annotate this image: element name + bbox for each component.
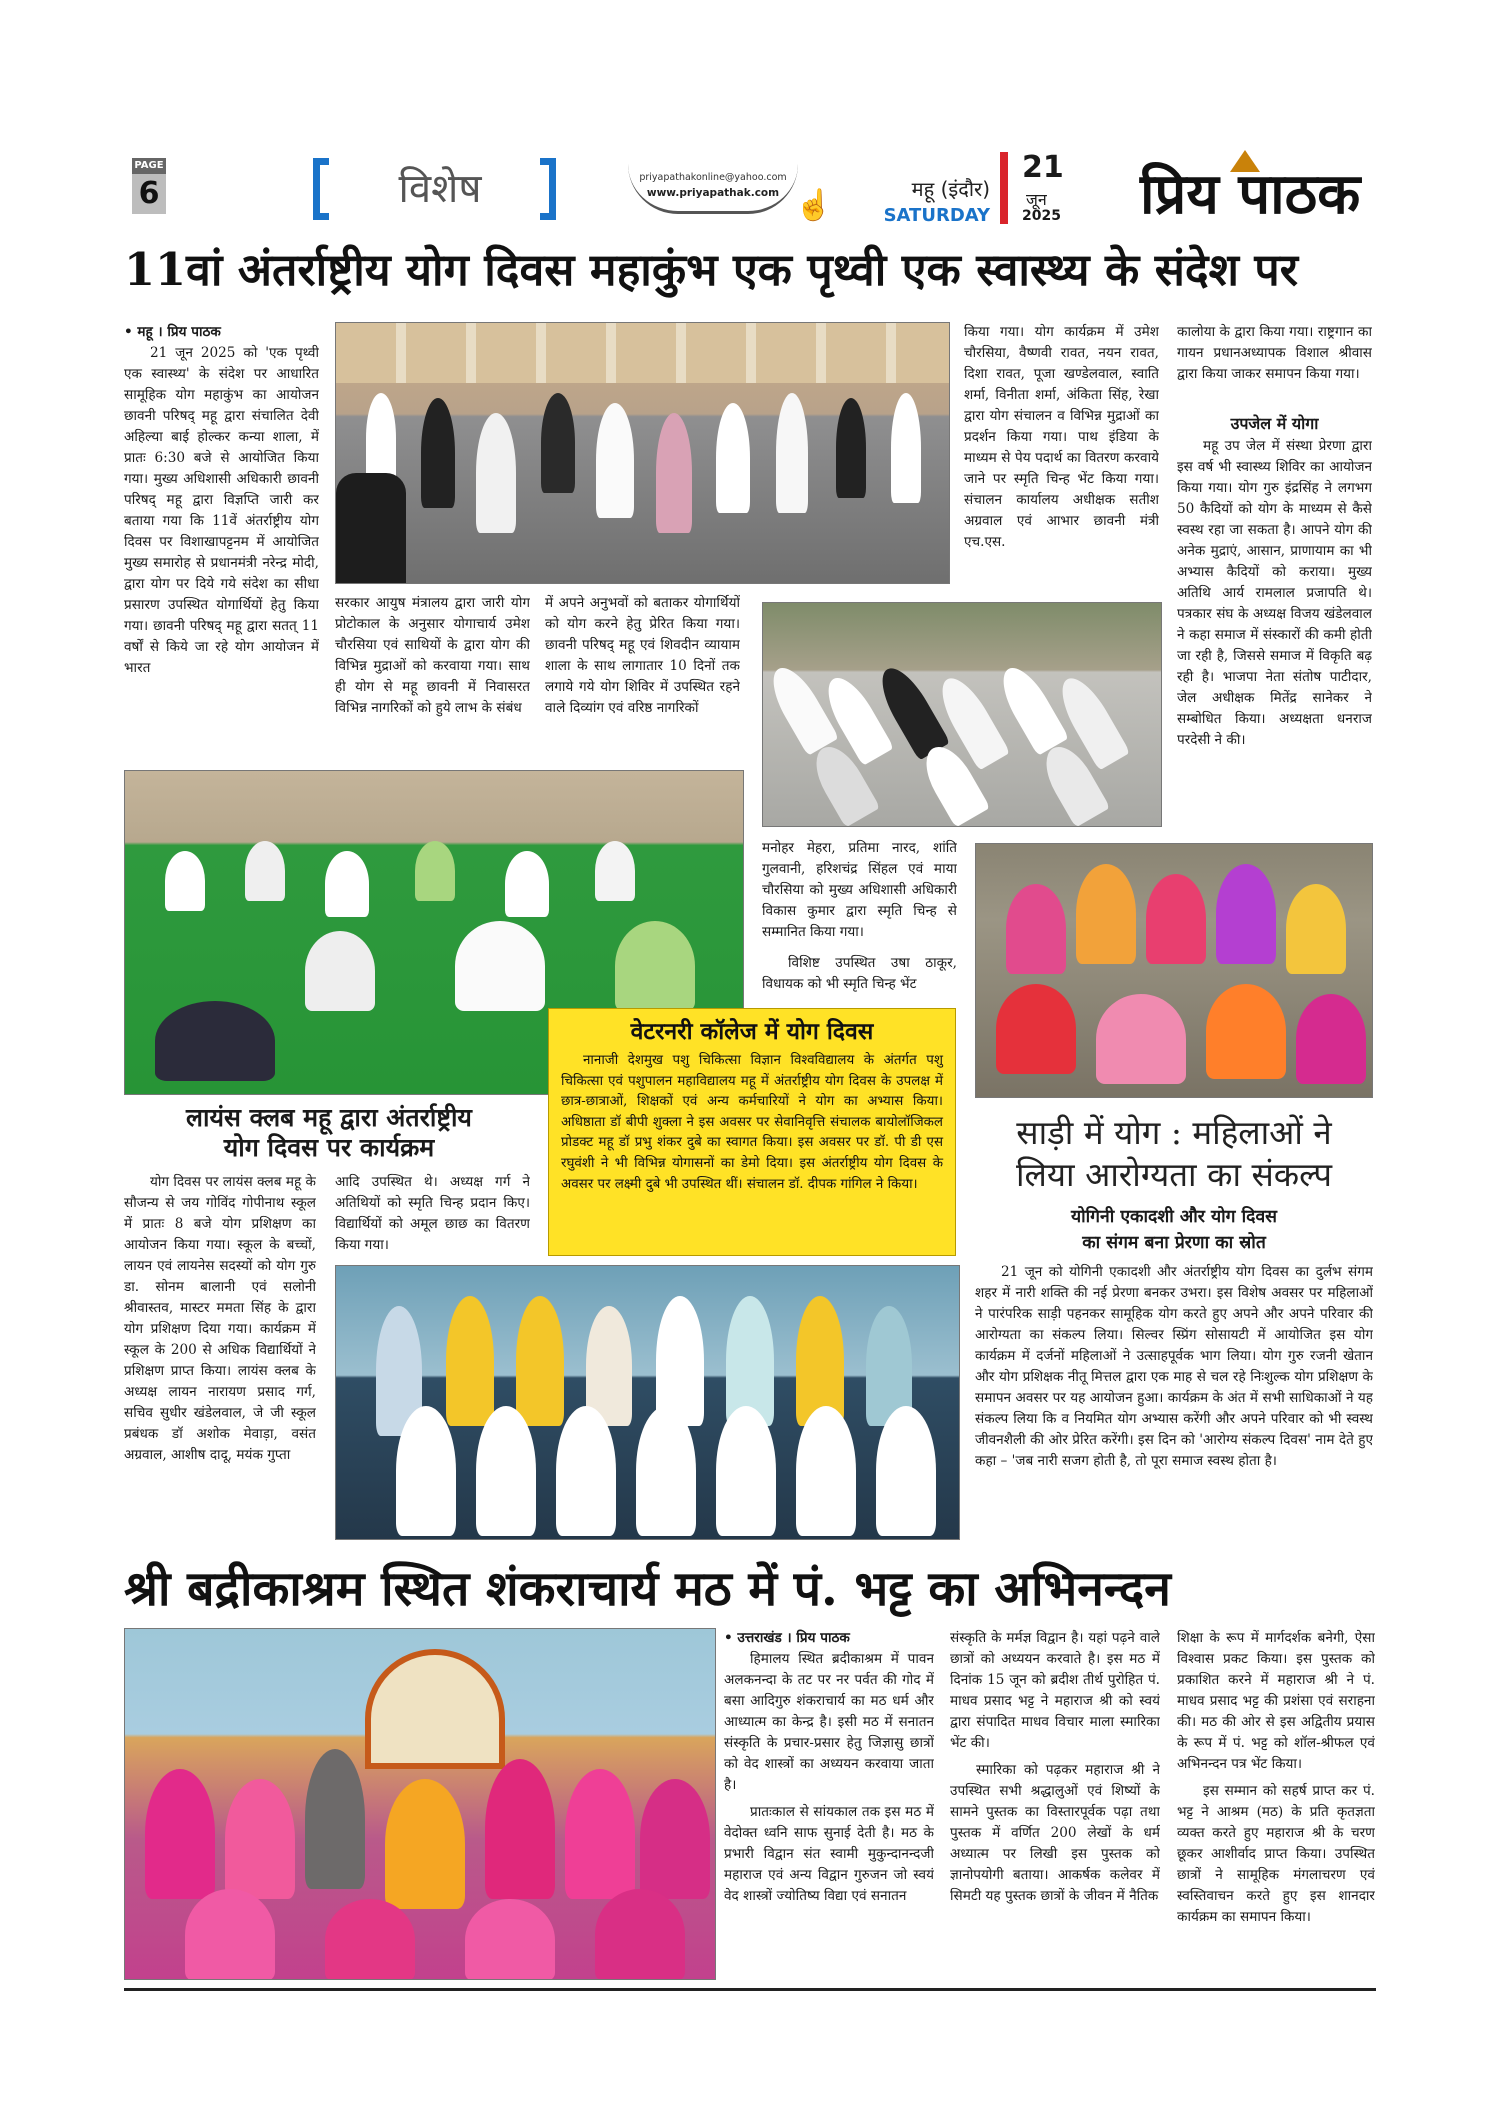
city-label: महू (इंदौर) <box>911 177 990 201</box>
jail-heading: उपजेल में योगा <box>1230 414 1319 433</box>
main-headline: 11वां अंतर्राष्ट्रीय योग दिवस महाकुंभ एक पृथ्वी एक स्वास्थ्य के संदेश पर <box>124 243 1298 296</box>
saree-heading-line-2: लिया आरोग्यता का संकल्प <box>1015 1155 1333 1194</box>
lions-heading <box>124 1103 534 1163</box>
story1-column-3 <box>545 593 740 763</box>
story1-column-4 <box>964 322 1159 590</box>
date-day: 21 <box>1022 150 1064 185</box>
story1-column-2 <box>335 593 530 763</box>
story1-body-2: सरकार आयुष मंत्रालय द्वारा जारी योग प्रोटोकाल के अनुसार योगाचार्य उमेश चौरसिया एवं साथियों के द्वारा योग की विभिन्न मुद्राओं को करवाया गया। साथ ही योग से महू छावनी में निवासरत विभिन्न नागरिकों को हुये लाभ के संबंध <box>335 595 530 716</box>
story2-column-2 <box>950 1628 1160 1980</box>
lions-heading-line-2: योग दिवस पर कार्यक्रम <box>223 1133 435 1162</box>
date-month: जून <box>1026 190 1047 209</box>
website-text: www.priyapathak.com <box>646 187 780 199</box>
saree-subheading <box>975 1204 1373 1256</box>
story2-body-3b: इस सम्मान को सहर्ष प्राप्त कर पं. भट्ट ने आश्रम (मठ) के प्रति कृतज्ञता व्यक्त करते हुए महाराज श्री के चरण छूकर आशीर्वाद प्राप्त किया। उपस्थित छात्रों ने सामूहिक मंगलाचरण एवं स्वस्तिवाचन करते हुए इस शानदार कार्यक्रम का समापन किया। <box>1177 1783 1375 1925</box>
section-title: विशेष <box>398 166 482 212</box>
page-label: PAGE <box>132 158 166 174</box>
lions-column-2 <box>335 1172 530 1262</box>
section-bracket-left <box>313 158 329 220</box>
jail-body <box>1177 436 1372 836</box>
story2-body-2a: संस्कृति के मर्मज्ञ विद्वान है। यहां पढ़ने वाले छात्रों को अध्ययन करवाते है। इस मठ में दिनांक 15 जून को ब्रदीश तीर्थ पुरोहित पं. माधव प्रसाद भट्ट ने महाराज श्री को स्वयं द्वारा संपादित माधव विचार माला स्मारिका भेंट की। <box>950 1630 1160 1751</box>
story2-body-1b: प्रातःकाल से सांयकाल तक इस मठ में वेदोक्त ध्वनि साफ सुनाई देती है। मठ के प्रभारी विद्वान संत स्वामी मुकुन्दानन्दजी महाराज एवं अन्य विद्वान गुरुजन जो स्वयं वेद शास्त्रों ज्योतिष्य विद्या एवं सनातन <box>724 1804 934 1904</box>
bottom-rule <box>124 1988 1376 1991</box>
lions-group-photo <box>335 1265 960 1540</box>
story2-headline: श्री बद्रीकाश्रम स्थित शंकराचार्य मठ में पं. भट्ट का अभिनन्दन <box>124 1561 1171 1617</box>
page-number: 6 <box>132 174 166 214</box>
weekday-label: SATURDAY <box>883 205 990 226</box>
story1-body-5: कालोया के द्वारा किया गया। राष्ट्रगान का गायन प्रधानअध्यापक विशाल श्रीवास द्वारा किया जाकर समापन किया गया। <box>1177 324 1372 382</box>
lions-body-1: योग दिवस पर लायंस क्लब महू के सौजन्य से जय गोविंद गोपीनाथ स्कूल में प्रातः 8 बजे योग प्रशिक्षण का आयोजन किया गया। स्कूल के बच्चों, लायन एवं लायनेस सदस्यों को योग गुरु डा. सोनम बालानी एवं सलोनी श्रीवास्तव, मास्टर ममता सिंह के द्वारा योग प्रशिक्षण दिया गया। कार्यक्रम में स्कूल के 200 से अधिक विद्यार्थियों ने प्रशिक्षण प्राप्त किया। लायंस क्लब के अध्यक्ष लायन नारायण प्रसाद गर्ग, सचिव सुधीर खंडेलवाल, जे जी स्कूल प्रबंधक डॉ अशोक मेवाड़ा, वसंत अग्रवाल, आशीष दादू, मयंक गुप्ता <box>124 1174 316 1463</box>
story1-body-4a: किया गया। योग कार्यक्रम में उमेश चौरसिया, वैष्णवी रावत, नयन रावत, दिशा रावत, पूजा खण्डेलवाल, स्वाति शर्मा, विनीता शर्मा, अंकिता सिंह, रेखा द्वारा योग संचालन व विभिन्न मुद्राओं का प्रदर्शन किया गया। पाथ इंडिया के माध्यम से पेय पदार्थ का वितरण करवाये जाने पर स्मृति चिन्ह भेंट किया गया। संचालन कार्यालय अधीक्षक सतीश अग्रवाल एवं आभार छावनी मंत्री एच.एस. <box>964 324 1159 550</box>
lions-heading-line-1: लायंस क्लब महू द्वारा अंतर्राष्ट्रीय <box>186 1103 472 1132</box>
saree-subheading-line-1: योगिनी एकादशी और योग दिवस <box>1070 1207 1278 1227</box>
date-year: 2025 <box>1022 208 1061 224</box>
saree-heading <box>975 1112 1373 1196</box>
jail-text: महू उप जेल में संस्था प्रेरणा द्वारा इस वर्ष भी स्वास्थ्य शिविर का आयोजन किया गया। योग गुरु इंद्रसिंह ने लगभग 50 कैदियों को योग के माध्यम से कैसे स्वस्थ रहा जा सकता है। आपने योग की अनेक मुद्राएं, आसान, प्राणायाम का भी अभ्यास कैदियों को कराया। मुख्य अतिथि आर्य रामलाल प्रजापति थे। पत्रकार संघ के अध्यक्ष विजय खंडेलवाल ने कहा समाज में संस्कारों की कमी होती जा रही है, जिससे समाज में विकृति बढ़ रही है। भाजपा नेता संतोष पाटीदार, जेल अधीक्षक मितेंद्र सानेकर ने सम्बोधित किया। अध्यक्षता धनराज परदेसी ने की। <box>1177 438 1372 748</box>
vet-heading: वेटरनरी कॉलेज में योग दिवस <box>630 1019 874 1045</box>
pointing-hand-icon: ☝ <box>795 188 833 223</box>
story1-body-4c: विशिष्ट उपस्थित उषा ठाकूर, विधायक को भी स्मृति चिन्ह भेंट <box>762 955 957 992</box>
saree-yoga-photo <box>975 843 1373 1098</box>
story2-body-3a: शिक्षा के रूप में मार्गदर्शक बनेगी, ऐसा विश्वास प्रकट किया। इस पुस्तक को प्रकाशित करने में महाराज श्री ने पं. माधव प्रसाद भट्ट की प्रशंसा एवं सराहना की। मठ की ओर से इस अद्वितीय प्रयास के रूप में पं. भट्ट को शॉल-श्रीफल एवं अभिनन्दन पत्र भेंट किया। <box>1177 1630 1375 1772</box>
story2-body-2b: स्मारिका को पढ़कर महाराज श्री ने उपस्थित सभी श्रद्धालुओं एवं शिष्यों के सामने पुस्तक का विस्तारपूर्वक पढ़ा तथा पुस्तक में वर्णित 200 लेखों के धर्म अध्यात्म पर लिखी इस पुस्तक को ज्ञानोपयोगी बताया। आकर्षक कलेवर में सिमटी यह पुस्तक छात्रों के जीवन में नैतिक <box>950 1762 1160 1904</box>
story2-body-1a: हिमालय स्थित ब्रदीकाश्रम में पावन अलकनन्दा के तट पर नर पर्वत की गोद में बसा आदिगुरु शंकराचार्य का मठ धर्म और आध्यात्म का केन्द्र है। इसी मठ में सनातन संस्कृति के प्रचार-प्रसार हेतु जिज्ञासु छात्रों को वेद शास्त्रों का अध्ययन करवाया जाता है। <box>724 1651 934 1793</box>
email-text: priyapathakonline@yahoo.com <box>639 172 787 183</box>
story1-column-1 <box>124 322 319 762</box>
yoga-hall-photo <box>335 322 950 584</box>
story1-dateline: • महू । प्रिय पाठक <box>124 324 221 340</box>
logo-text: प्रिय पाठक <box>1140 161 1361 227</box>
date-divider <box>1000 152 1008 224</box>
logo <box>1140 150 1380 226</box>
vet-college-box <box>548 1008 956 1256</box>
lions-body-2: आदि उपस्थित थे। अध्यक्ष गर्ग ने अतिथियों को स्मृति चिन्ह प्रदान किए। विद्यार्थियों को अमूल छाछ का वितरण किया गया। <box>335 1174 530 1253</box>
story1-column-5 <box>1177 322 1372 412</box>
story1-column-4-end <box>762 953 957 998</box>
saree-body <box>975 1262 1373 1542</box>
ashram-felicitation-photo <box>124 1628 716 1980</box>
contact-box <box>628 164 798 214</box>
story2-column-1 <box>724 1628 934 1980</box>
section-bracket-right <box>540 158 556 220</box>
vet-text: नानाजी देशमुख पशु चिकित्सा विज्ञान विश्वविद्यालय के अंतर्गत पशु चिकित्सा एवं पशुपालन महाविद्यालय महू में अंतर्राष्ट्रीय योग दिवस के उपलक्ष में छात्र-छात्राओं, शिक्षकों एवं अन्य कर्मचारियों ने योग का अभ्यास किया। अधिष्ठाता डॉ बीपी शुक्ला ने इस अवसर पर सेवानिवृत्ति संचालक बायोलॉजिकल प्रोडक्ट महू डॉ प्रभु शंकर दुबे का स्वागत किया। इस अवसर पर डॉ. पी डी एस रघुवंशी ने भी विभिन्न योगासनों का डेमो दिया। इस अंतर्राष्ट्रीय योग दिवस के अवसर पर लक्ष्मी दुबे भी उपस्थित थीं। संचालन डॉ. दीपक गांगिल ने किया। <box>561 1053 943 1192</box>
outdoor-yoga-photo <box>762 602 1162 827</box>
saree-subheading-line-2: का संगम बना प्रेरणा का स्रोत <box>1082 1233 1266 1253</box>
lions-column-1 <box>124 1172 316 1544</box>
story2-dateline: • उत्तराखंड । प्रिय पाठक <box>724 1630 850 1646</box>
page-number-box <box>132 158 166 220</box>
story1-column-4-cont <box>762 838 957 952</box>
story1-body-3: में अपने अनुभवों को बताकर योगार्थियों को योग करने हेतु प्रेरित किया गया। छावनी परिषद् महू एवं शिवदीन व्यायाम शाला के साथ लागातार 10 दिनों तक लगाये गये योग शिविर में उपस्थित रहने वाले दिव्यांग एवं वरिष्ठ नागरिकों <box>545 595 740 716</box>
story1-body-4b: मनोहर मेहरा, प्रतिमा नारद, शांति गुलवानी, हरिशचंद्र सिंहल एवं माया चौरसिया को मुख्य अधिशासी अधिकारी विकास कुमार द्वारा स्मृति चिन्ह से सम्मानित किया गया। <box>762 840 957 940</box>
saree-heading-line-1: साड़ी में योग : महिलाओं ने <box>1016 1113 1332 1152</box>
story2-column-3 <box>1177 1628 1375 1980</box>
saree-text: 21 जून को योगिनी एकादशी और अंतर्राष्ट्रीय योग दिवस का दुर्लभ संगम शहर में नारी शक्ति की नई प्रेरणा बनकर उभरा। इस विशेष अवसर पर महिलाओं ने पारंपरिक साड़ी पहनकर सामूहिक योग करते हुए अपने और अपने परिवार की आरोग्यता का संकल्प लिया। सिल्वर स्प्रिंग सोसायटी में आयोजित इस योग कार्यक्रम में दर्जनों महिलाओं ने उत्साहपूर्वक भाग लिया। योग गुरु रजनी खेतान और योग प्रशिक्षक नीतू मित्तल द्वारा एक माह से चल रहे निःशुल्क योग प्रशिक्षण के समापन अवसर पर यह आयोजन हुआ। कार्यक्रम के अंत में सभी साधिकाओं ने यह संकल्प लिया कि व नियमित योग अभ्यास करेंगी और अपने परिवार को भी स्वस्थ जीवनशैली की ओर प्रेरित करेंगी। इस दिन को 'आरोग्य संकल्प दिवस' नाम देते हुए कहा – 'जब नारी सजग होती है, तो पूरा समाज स्वस्थ होता है। <box>975 1264 1373 1469</box>
story1-body-1: 21 जून 2025 को 'एक पृथ्वी एक स्वास्थ्य' के संदेश पर आधारित सामूहिक योग महाकुंभ का आयोजन छावनी परिषद् महू द्वारा संचालित देवी अहिल्या बाई होल्कर कन्या शाला, में प्रातः 6:30 बजे से आयोजित किया गया। मुख्य अधिशासी अधिकारी छावनी परिषद् महू द्वारा विज्ञप्ति जारी कर बताया गया कि 11वें अंतर्राष्ट्रीय योग दिवस पर विशाखापट्टनम में आयोजित मुख्य समारोह से प्रधानमंत्री नरेन्द्र मोदी, द्वारा योग पर दिये गये संदेश का सीधा प्रसारण उपस्थित योगार्थियों हेतु किया गया। छावनी परिषद् महू द्वारा सतत् 11 वर्षों से किये जा रहे योग आयोजन में भारत <box>124 345 319 676</box>
